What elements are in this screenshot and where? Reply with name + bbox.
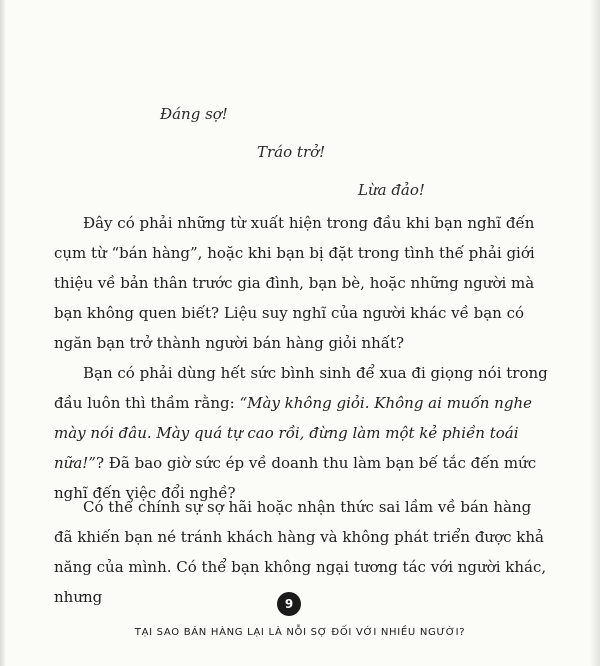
paragraph-3: Có thể chính sự sợ hãi hoặc nhận thức sai lầm về bán hàng đã khiến bạn né tránh khách hàng và không phát triển được khả năng của mình. Có thể bạn không ngại tương tác với người khác, nhưng	[54, 498, 547, 606]
paragraph-2-italic-quote: “Mày không giỏi. Không ai muốn nghe mày nói đâu. Mày quá tự cao rồi, đừng làm một kẻ phiền toái nữa!”	[54, 394, 532, 472]
page-number-badge: 9	[277, 592, 301, 616]
paragraph-2-text-after: ? Đã bao giờ sức ép về doanh thu làm bạn bế tắc đến mức nghĩ đến việc đổi nghề?	[54, 454, 537, 502]
exclamation-1: Đáng sợ!	[160, 105, 228, 123]
paragraph-2-text-before: Bạn có phải dùng hết sức bình sinh để xua đi giọng nói trong đầu luôn thì thầm rằng:	[54, 364, 548, 412]
paragraph-1: Đây có phải những từ xuất hiện trong đầu khi bạn nghĩ đến cụm từ “bán hàng”, hoặc khi bạn bị đặt trong tình thế phải giới thiệu về bản thân trước gia đình, bạn bè, hoặc những người mà bạn không quen biết? Liệu suy nghĩ của người khác về bạn có ngăn bạn trở thành người bán hàng giỏi nhất?	[54, 214, 535, 352]
exclamation-2: Tráo trở!	[257, 143, 326, 161]
paragraph-2	[54, 358, 554, 508]
exclamation-3: Lừa đảo!	[358, 181, 425, 199]
page-edge-shadow-left	[0, 0, 6, 666]
page-edge-shadow-right	[590, 0, 600, 666]
running-footer: TẠI SAO BÁN HÀNG LẠI LÀ NỖI SỢ ĐỐI VỚI NHIỀU NGƯỜI?	[134, 627, 466, 638]
